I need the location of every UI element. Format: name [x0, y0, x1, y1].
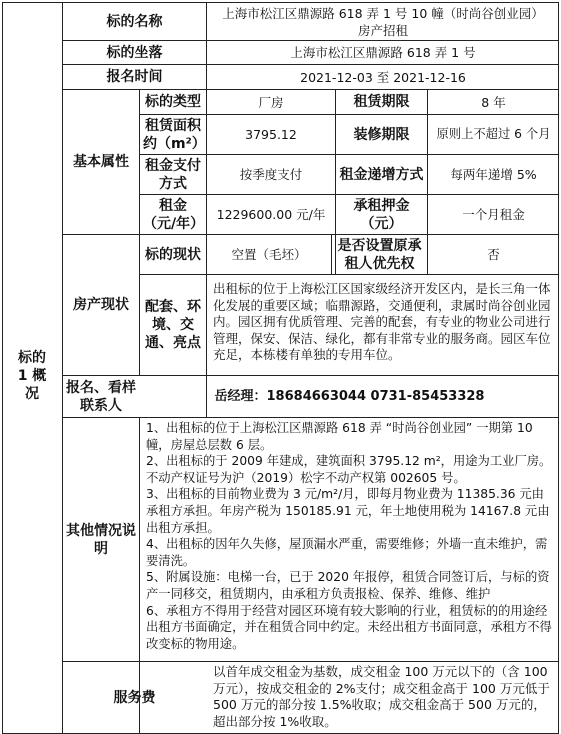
other-item: 3、出租标的目前物业费为 3 元/m²/月，即每月物业费为 11385.36 元由承租方承担。年房产税为 150185.91 元，年土地使用税为 14167.8 元由出租方承担。 — [146, 487, 550, 535]
other-item: 5、附属设施：电梯一台，已于 2020 年报停，租赁合同签订后，与标的资产一同移交，租赁期内，由承租方负责报检、保养、维修、维护 — [146, 570, 550, 601]
deco-value: 原则上不超过 6 个月 — [436, 127, 551, 141]
deposit-label: 承租押金（元） — [353, 197, 410, 232]
env-value — [207, 275, 559, 375]
incr-value: 每两年递增 5% — [450, 167, 537, 182]
basic-label: 基本属性 — [73, 154, 129, 170]
section-label: 标的 1 概况 — [17, 349, 47, 402]
deco-label: 装修期限 — [353, 126, 410, 143]
type-label: 标的类型 — [145, 94, 201, 110]
incr-label: 租金递增方式 — [339, 166, 424, 183]
fee-value — [207, 662, 559, 733]
property-label: 房产现状 — [73, 297, 129, 313]
location-label: 标的坐落 — [106, 44, 163, 61]
rent-value: 1229600.00 元/年 — [216, 207, 326, 222]
other-label: 其他情况说明 — [66, 522, 136, 557]
env-label: 配套、环境、交通、亮点 — [145, 299, 201, 351]
other-value — [140, 418, 559, 661]
type-value: 厂房 — [258, 94, 284, 110]
period-value: 8 年 — [481, 94, 506, 110]
status-label: 标的现状 — [145, 246, 201, 263]
title-label: 标的名称 — [106, 13, 163, 30]
signup-value: 2021-12-03 至 2021-12-16 — [300, 69, 466, 85]
priority-label: 是否设置原承租人优先权 — [337, 237, 422, 272]
signup-label: 报名时间 — [106, 69, 163, 85]
priority-value: 否 — [487, 247, 500, 262]
other-item: 1、出租标的位于上海松江区鼎源路 618 弄 “时尚谷创业园” 一期第 10 幢，房屋总层数 6 层。 — [146, 421, 533, 452]
other-item: 4、出租标的因年久失修，屋顶漏水严重，需要维修；外墙一直未维护，需要清洗。 — [146, 537, 548, 568]
area-value: 3795.12 — [245, 127, 297, 142]
deposit-value: 一个月租金 — [462, 207, 525, 222]
other-item: 6、承租方不得用于经营对园区环境有较大影响的行业，租赁标的的用途经出租方书面确定，并在租赁合同中约定。未经出租方书面同意，承租方不得改变标的物用途。 — [146, 603, 552, 651]
fee-label: 服务费 — [113, 689, 156, 706]
title-value: 上海市松江区鼎源路 618 弄 1 号 10 幢（时尚谷创业园）房产招租 — [222, 5, 544, 38]
contact-label: 报名、看样联系人 — [66, 379, 136, 414]
pay-value: 按季度支付 — [239, 167, 303, 182]
area-label: 租赁面积约（m²） — [143, 117, 206, 152]
rent-label: 租金（元/年） — [143, 197, 205, 232]
period-label: 租赁期限 — [353, 94, 410, 110]
status-value: 空置（毛坯） — [231, 247, 307, 262]
other-item: 2、出租标的于 2009 年建成，建筑面积 3795.12 m²，用途为工业厂房。不动产权证号为沪（2019）松字不动产权第 002605 号。 — [146, 454, 552, 485]
contact-value: 岳经理：18684663044 0731-85453328 — [214, 388, 485, 404]
pay-label: 租金支付方式 — [145, 157, 201, 192]
fee-text: 以首年成交租金为基数，成交租金 100 万元以下的（含 100 万元），按成交租金的 2%支付；成交租金高于 100 万元低于 500 万元的部分按 1.5%收取；成交租金高于 500 万元的，超出部分按 1%收取。 — [213, 664, 550, 729]
env-text: 出租标的位于上海松江区国家级经济开发区内，是长三角一体化发展的重要区域；临鼎源路，交通便利，隶属时尚谷创业园内。园区拥有优质管理、完善的配套，有专业的物业公司进行管理，保安、保洁、绿化，都有非常专业的服务商。园区车位充足，本栋楼有单独的专用车位。 — [213, 281, 551, 363]
location-value: 上海市松江区鼎源路 618 弄 1 号 — [290, 45, 476, 60]
